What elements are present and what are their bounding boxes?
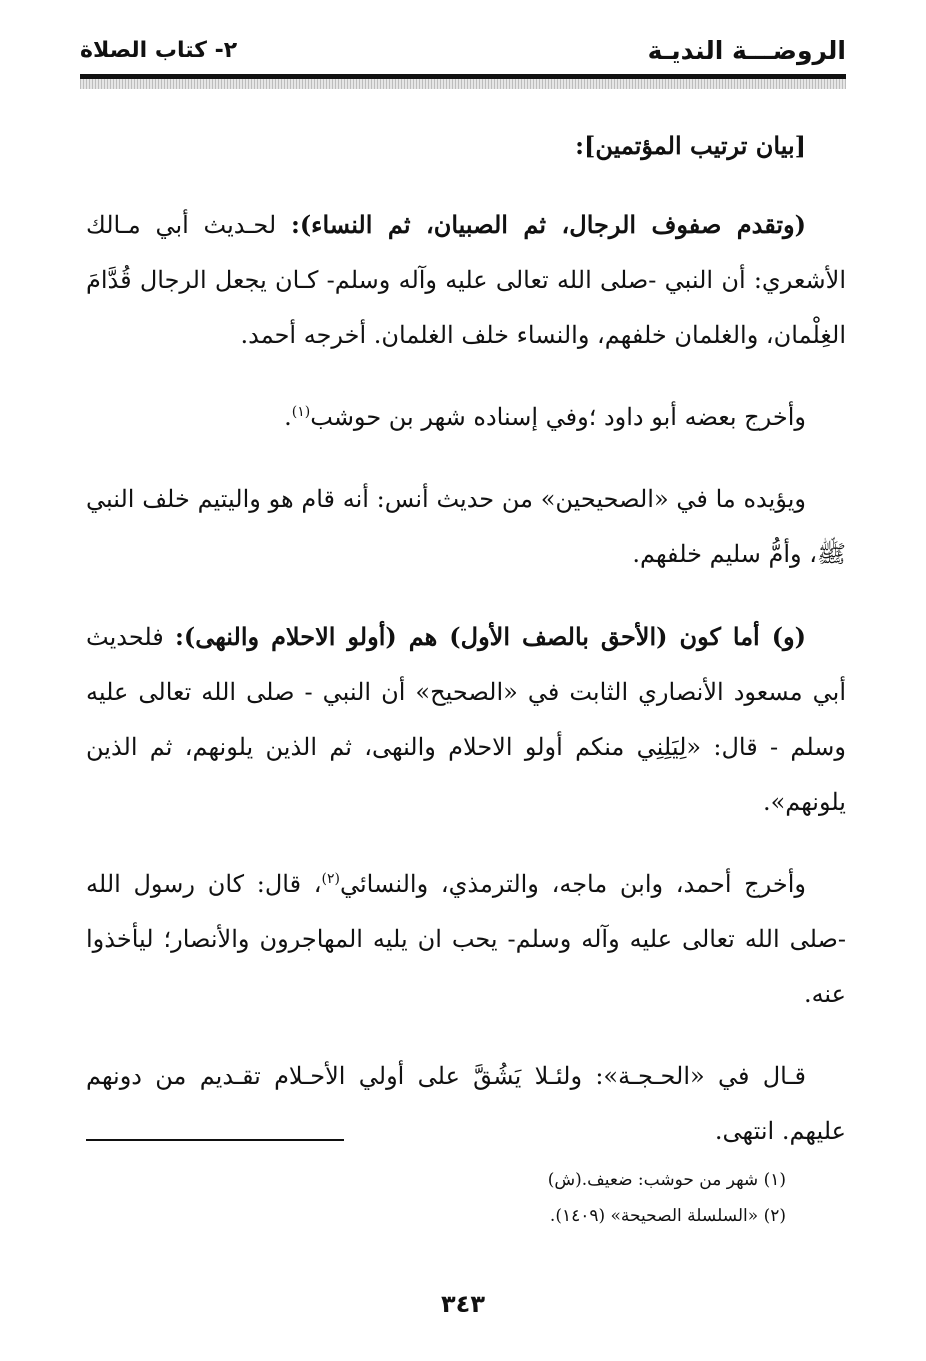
paragraph-5-after: ، قال: كان رسول الله -صلى الله تعالى عليه وآله وسلم- يحب ان يليه المهاجرون والأنصار؛ ليأخذوا عنه.	[86, 870, 846, 1008]
paragraph-5-text: وأخرج أحمد، وابن ماجه، والترمذي، والنسائي	[339, 870, 806, 898]
chapter-title: ٢- كتاب الصلاة	[80, 38, 238, 63]
paragraph-2	[86, 390, 846, 445]
paragraph-4-lead: (و) أما كون (الأحق بالصف الأول) هم (أولو الاحلام والنهى):	[175, 622, 806, 651]
paragraph-3	[86, 472, 846, 582]
footnote-ref-1[interactable]: (١)	[291, 404, 311, 420]
paragraph-1	[86, 197, 846, 363]
book-title: الروضـــة النديـة	[647, 36, 846, 65]
paragraph-4	[86, 609, 846, 830]
footnote-2: (٢) «السلسلة الصحيحة» (١٤٠٩).	[549, 1206, 786, 1226]
paragraph-2-after: .	[284, 403, 292, 431]
paragraph-1-text: لحـديث أبي مـالك الأشعري: أن النبي -صلى الله تعالى عليه وآله وسلم- كـان يجعل الرجال قُدَّامَ الغِلْمان، والغلمان خلفهم، والنساء خلف الغلمان. أخرجه أحمد.	[86, 211, 846, 349]
running-header	[80, 32, 846, 72]
footnote-1: (١) شهر من حوشب: ضعيف.(ش)	[547, 1170, 786, 1190]
paragraph-3-text: ويؤيده ما في «الصحيحين» من حديث أنس: أنه قام هو واليتيم خلف النبي ﷺ، وأمُّ سليم خلفهم.	[86, 485, 846, 568]
section-heading: [بيان ترتيب المؤتمين]:	[575, 131, 806, 160]
paragraph-6	[86, 1049, 846, 1159]
paragraph-5	[86, 857, 846, 1022]
footnote-separator	[86, 1139, 344, 1141]
header-shade-band	[80, 79, 846, 89]
main-text	[86, 118, 846, 1186]
paragraph-2-text: وأخرج بعضه أبو داود ؛وفي إسناده شهر بن حوشب	[310, 403, 806, 431]
paragraph-4-text: فلحديث أبي مسعود الأنصاري الثابت في «الصحيح» أن النبي - صلى الله تعالى عليه وسلم - قال: «لِيَلِنِي منكم أولو الاحلام والنهى، ثم الذين يلونهم، ثم الذين يلونهم».	[86, 623, 846, 816]
footnote-ref-2[interactable]: (٢)	[321, 871, 340, 887]
page-number: ٣٤٣	[441, 1290, 485, 1318]
paragraph-1-lead: (وتقدم صفوف الرجال، ثم الصبيان، ثم النساء):	[290, 210, 807, 239]
paragraph-6-text: قـال في «الحـجـة»: ولئـلا يَشُقَّ على أولي الأحـلام تقـديم من دونهم عليهم. انتهى.	[86, 1062, 846, 1145]
footnotes	[548, 1162, 786, 1234]
